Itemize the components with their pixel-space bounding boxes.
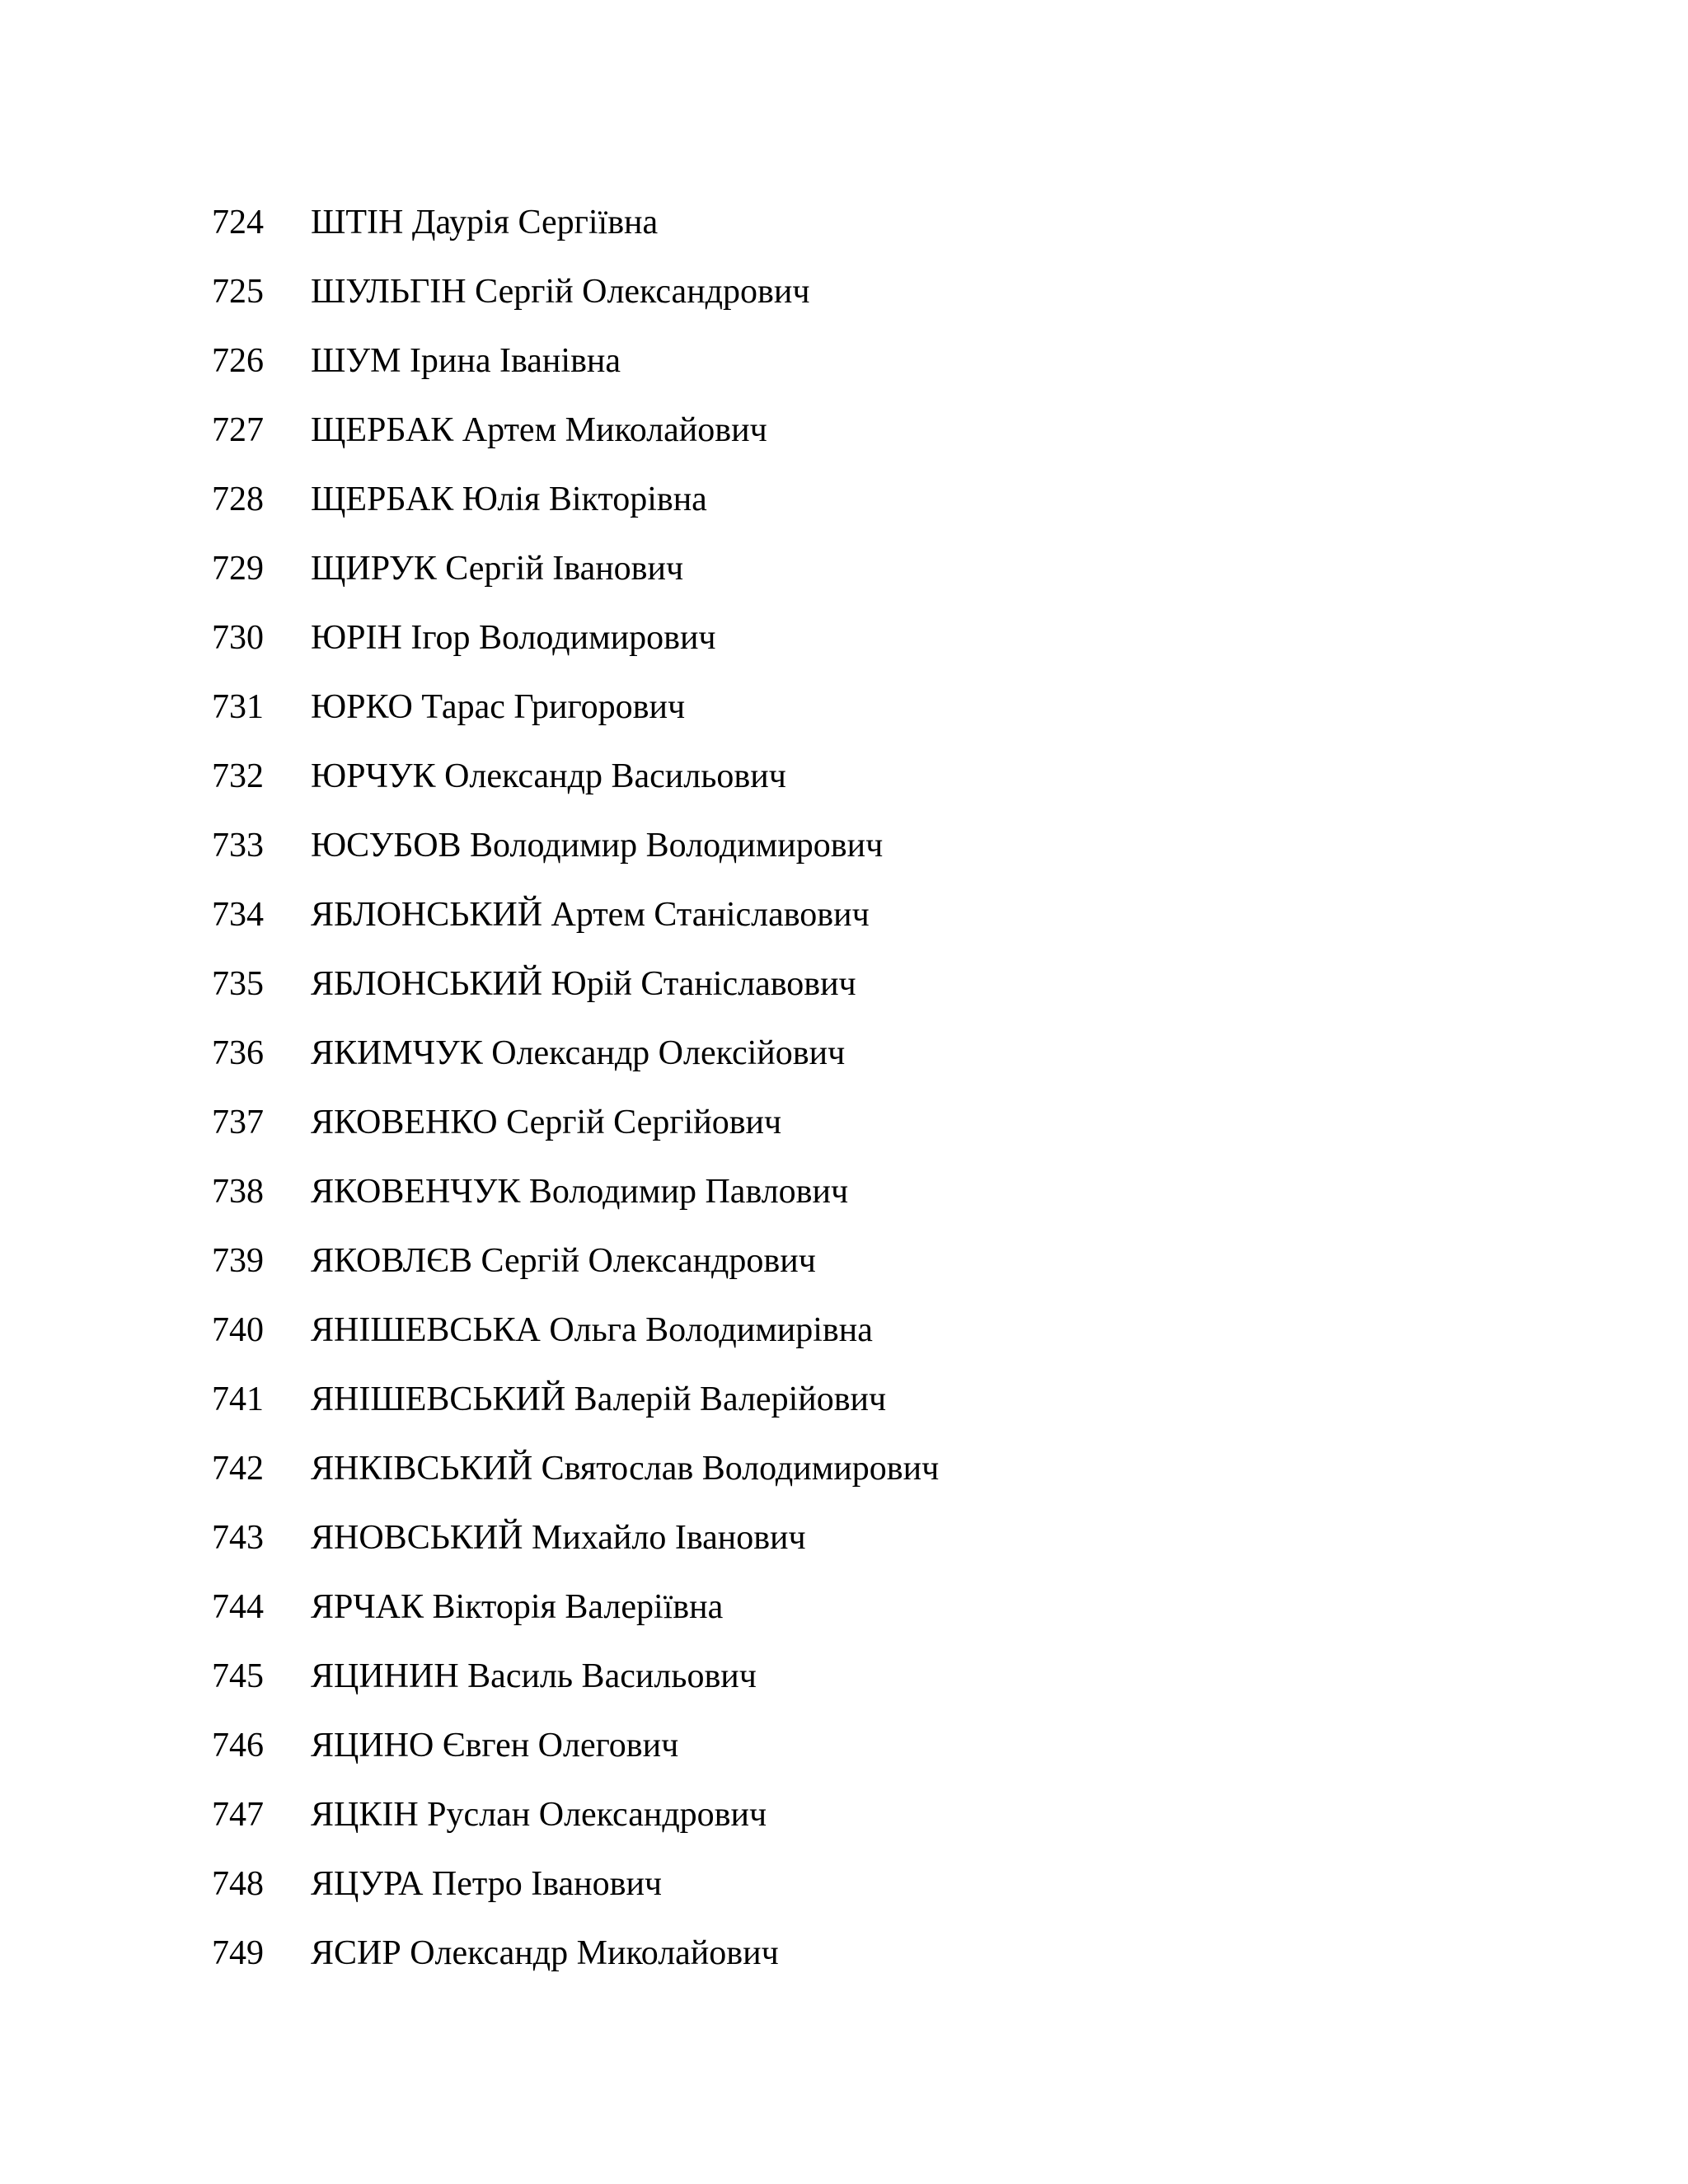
- entry-number: 732: [212, 757, 264, 795]
- list-item: [212, 465, 939, 534]
- entry-name: ЯЦУРА Петро Іванович: [311, 1865, 663, 1903]
- entry-name: ЯЦКІН Руслан Олександрович: [311, 1796, 767, 1834]
- entry-number: 742: [212, 1450, 264, 1488]
- entry-number: 728: [212, 480, 264, 518]
- entry-number: 735: [212, 965, 264, 1003]
- entry-name: ЮРІН Ігор Володимирович: [311, 619, 716, 657]
- list-item: [212, 1019, 939, 1088]
- list-item: [212, 1780, 939, 1849]
- entry-number: 726: [212, 342, 264, 380]
- list-item: [212, 603, 939, 673]
- entry-number: 738: [212, 1173, 264, 1211]
- entry-name: ЩЕРБАК Артем Миколайович: [311, 411, 767, 449]
- entry-name: ЩИРУК Сергій Іванович: [311, 550, 684, 588]
- entry-number: 746: [212, 1727, 264, 1765]
- entry-name: ЯКОВЕНКО Сергій Сергійович: [311, 1104, 782, 1141]
- entry-name: ЩЕРБАК Юлія Вікторівна: [311, 480, 707, 518]
- list-item: [212, 1088, 939, 1157]
- entry-name: ЯРЧАК Вікторія Валеріївна: [311, 1588, 724, 1626]
- entry-name: ЯКОВЛЄВ Сергій Олександрович: [311, 1242, 816, 1280]
- entry-number: 743: [212, 1519, 264, 1557]
- entry-name: ШУМ Ірина Іванівна: [311, 342, 621, 380]
- entry-number: 731: [212, 688, 264, 726]
- entry-name: ЯНІШЕВСЬКА Ольга Володимирівна: [311, 1311, 873, 1349]
- entry-name: ЯНКІВСЬКИЙ Святослав Володимирович: [311, 1450, 940, 1488]
- entry-name: ЮРКО Тарас Григорович: [311, 688, 686, 726]
- list-item: [212, 1849, 939, 1919]
- entry-name: ЮСУБОВ Володимир Володимирович: [311, 827, 884, 865]
- entry-number: 724: [212, 204, 264, 241]
- entry-name: ЯБЛОНСЬКИЙ Юрій Станіславович: [311, 965, 856, 1003]
- list-item: [212, 1572, 939, 1642]
- entry-name: ШТІН Даурія Сергіївна: [311, 204, 659, 241]
- list-item: [212, 326, 939, 396]
- entry-number: 749: [212, 1934, 264, 1972]
- entry-name: ЯЦИНИН Василь Васильович: [311, 1657, 757, 1695]
- list-item: [212, 257, 939, 326]
- entry-number: 730: [212, 619, 264, 657]
- entry-number: 725: [212, 273, 264, 311]
- entry-number: 744: [212, 1588, 264, 1626]
- list-item: [212, 880, 939, 949]
- list-item: [212, 534, 939, 603]
- list-item: [212, 1296, 939, 1365]
- list-item: [212, 396, 939, 465]
- list-item: [212, 1434, 939, 1503]
- list-item: [212, 673, 939, 742]
- list-item: [212, 1503, 939, 1572]
- list-item: [212, 742, 939, 811]
- list-item: [212, 949, 939, 1019]
- entry-name: ШУЛЬГІН Сергій Олександрович: [311, 273, 810, 311]
- entry-number: 727: [212, 411, 264, 449]
- name-list: [212, 188, 939, 1988]
- entry-number: 733: [212, 827, 264, 865]
- entry-number: 739: [212, 1242, 264, 1280]
- entry-name: ЯНІШЕВСЬКИЙ Валерій Валерійович: [311, 1380, 887, 1418]
- list-item: [212, 811, 939, 880]
- list-item: [212, 1157, 939, 1226]
- list-item: [212, 1919, 939, 1988]
- entry-number: 734: [212, 896, 264, 934]
- entry-number: 736: [212, 1034, 264, 1072]
- entry-name: ЯБЛОНСЬКИЙ Артем Станіславович: [311, 896, 870, 934]
- entry-name: ЮРЧУК Олександр Васильович: [311, 757, 786, 795]
- entry-number: 748: [212, 1865, 264, 1903]
- entry-number: 729: [212, 550, 264, 588]
- list-item: [212, 1642, 939, 1711]
- entry-number: 745: [212, 1657, 264, 1695]
- entry-name: ЯСИР Олександр Миколайович: [311, 1934, 779, 1972]
- entry-name: ЯЦИНО Євген Олегович: [311, 1727, 679, 1765]
- entry-name: ЯНОВСЬКИЙ Михайло Іванович: [311, 1519, 806, 1557]
- entry-name: ЯКОВЕНЧУК Володимир Павлович: [311, 1173, 849, 1211]
- entry-number: 737: [212, 1104, 264, 1141]
- list-item: [212, 1711, 939, 1780]
- entry-number: 740: [212, 1311, 264, 1349]
- entry-name: ЯКИМЧУК Олександр Олексійович: [311, 1034, 846, 1072]
- entry-number: 747: [212, 1796, 264, 1834]
- entry-number: 741: [212, 1380, 264, 1418]
- list-item: [212, 1365, 939, 1434]
- list-item: [212, 188, 939, 257]
- list-item: [212, 1226, 939, 1296]
